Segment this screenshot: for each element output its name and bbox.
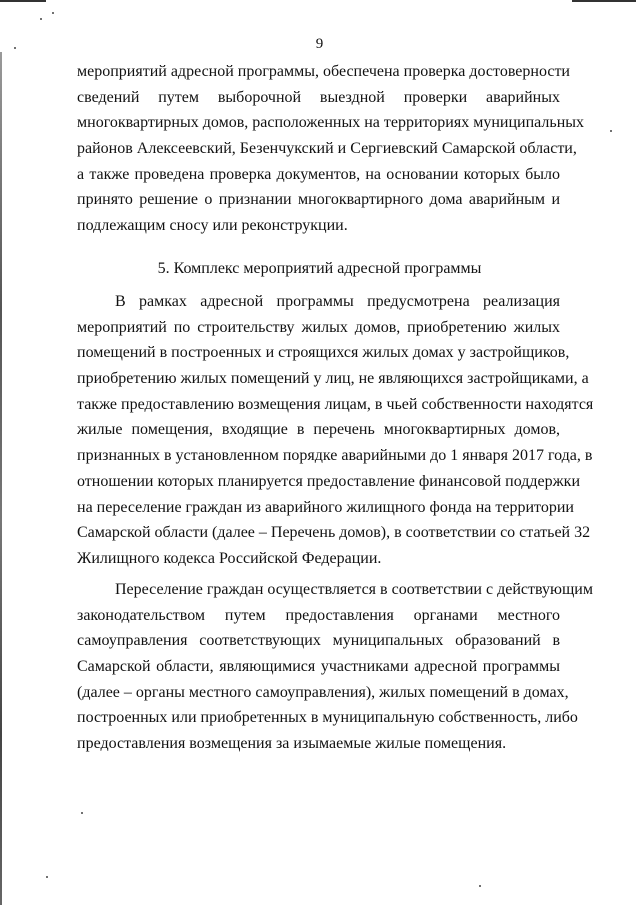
text-line: построенных или приобретенных в муниципальную собственность, либо	[77, 709, 578, 727]
text-line: на переселение граждан из аварийного жилищного фонда на территории	[77, 498, 574, 516]
text-line: мероприятий адресной программы, обеспечена проверка достоверности	[77, 63, 570, 80]
text-line: Переселение граждан осуществляется в соответствии с действующим	[115, 581, 593, 598]
text-line: а также проведена проверка документов, на основании которых было	[77, 165, 560, 183]
scan-speck	[52, 12, 54, 14]
paragraph-resettlement	[77, 577, 593, 757]
text-line: законодательством путем предоставления органами местного	[77, 606, 560, 624]
text-line: мероприятий по строительству жилых домов, приобретению жилых	[77, 318, 560, 336]
text-line: Жилищного кодекса Российской Федерации.	[77, 549, 382, 567]
text-line: самоуправления соответствующих муниципальных образований в	[77, 632, 560, 650]
text-line: Самарской области (далее – Перечень домов), в соответствии со статьей 32	[77, 524, 591, 542]
scan-speck	[479, 885, 481, 887]
text-line: многоквартирных домов, расположенных на территориях муниципальных	[77, 114, 584, 132]
scan-speck	[610, 130, 612, 132]
text-line: также предоставлению возмещения лицам, в чьей собственности находятся	[77, 395, 594, 413]
text-line: приобретению жилых помещений у лиц, не являющихся застройщиками, а	[77, 370, 589, 388]
scan-edge-left	[0, 52, 2, 905]
section-heading: 5. Комплекс мероприятий адресной программы	[157, 260, 482, 277]
text-line: подлежащим сносу или реконструкции.	[77, 217, 348, 235]
scan-speck	[40, 18, 42, 20]
scan-speck	[46, 876, 48, 878]
paragraph-program-scope	[77, 289, 594, 572]
text-line: (далее – органы местного самоуправления), жилых помещений в домах,	[77, 683, 569, 701]
text-line: принято решение о признании многоквартирного дома аварийным и	[77, 191, 560, 209]
text-line: жилые помещения, входящие в перечень многоквартирных домов,	[77, 421, 560, 439]
scan-speck	[81, 812, 83, 814]
text-line: отношении которых планируется предоставление финансовой поддержки	[77, 472, 581, 490]
page-number: 9	[315, 36, 324, 52]
text-line: сведений путем выборочной выездной проверки аварийных	[77, 88, 560, 106]
text-line: районов Алексеевский, Безенчукский и Сергиевский Самарской области,	[77, 140, 577, 158]
text-line: В рамках адресной программы предусмотрена реализация	[115, 293, 560, 310]
text-line: признанных в установленном порядке аварийными до 1 января 2017 года, в	[77, 447, 593, 465]
scan-edge-top-left	[0, 0, 46, 2]
paragraph-continued	[77, 59, 584, 239]
scan-edge-top-right	[572, 0, 636, 2]
text-line: помещений в построенных и строящихся жилых домах у застройщиков,	[77, 344, 570, 362]
text-line: предоставления возмещения за изымаемые жилые помещения.	[77, 735, 507, 753]
text-line: Самарской области, являющимися участниками адресной программы	[77, 658, 560, 676]
